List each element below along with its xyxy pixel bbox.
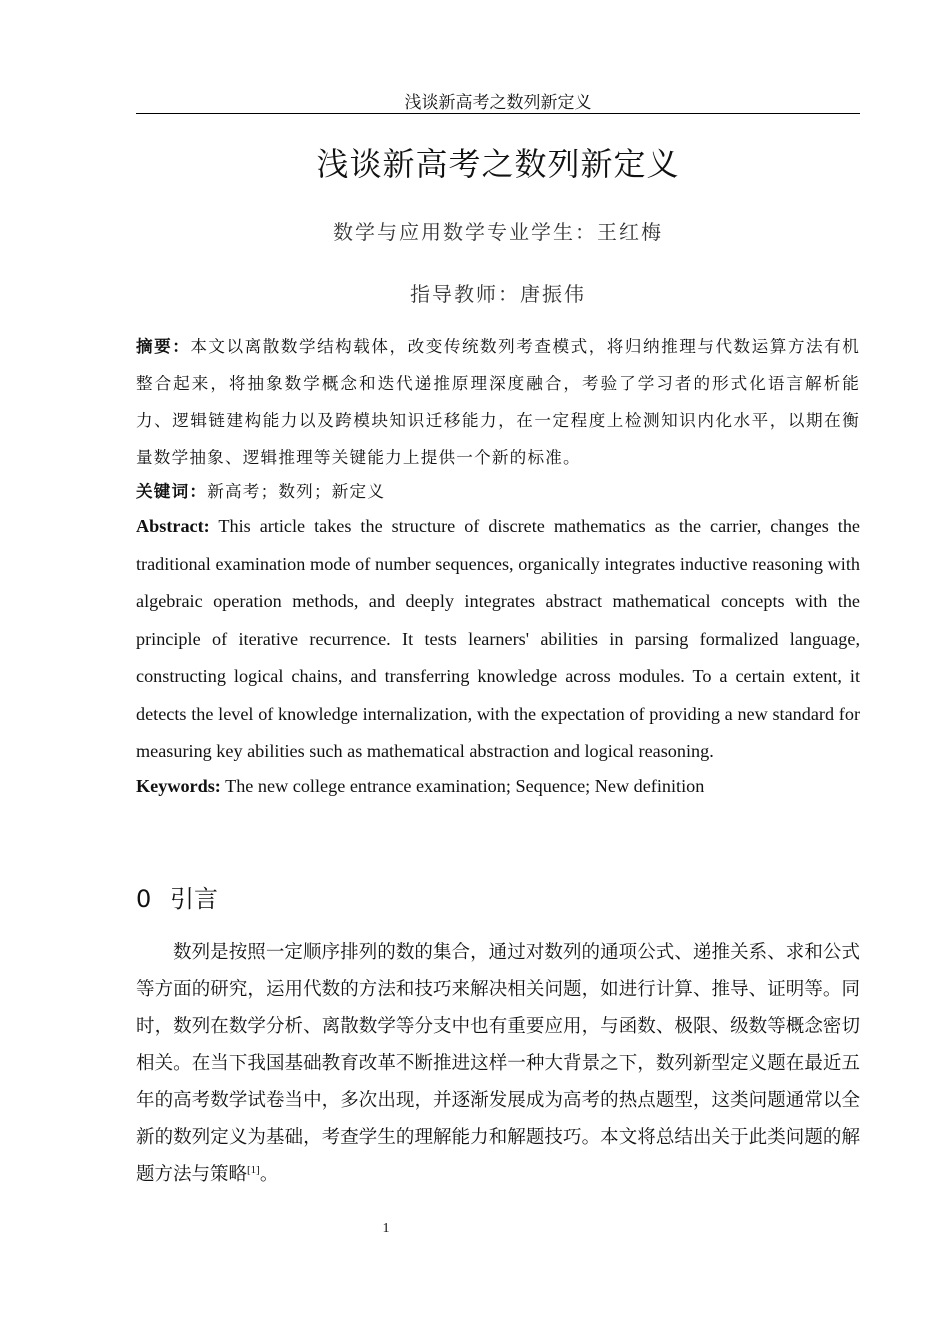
author-line: 数学与应用数学专业学生：王红梅 <box>333 220 663 244</box>
keywords-english <box>136 772 860 800</box>
running-header: 浅谈新高考之数列新定义 <box>404 93 592 112</box>
citation-reference[interactable]: [1] <box>247 1163 260 1176</box>
keywords-english-label: Keywords: <box>136 776 221 796</box>
abstract-english-label: Abstract: <box>136 516 210 536</box>
abstract-english-text: This article takes the structure of discrete mathematics as the carrier, changes the traditional examination mode of number sequences, organically integrates inductive reasoning with algebraic operation methods, and deeply integrates abstract mathematical concepts with the principle of iterative recurrence. It tests learners' abilities in parsing formalized language, constructing logical chains, and transferring knowledge across modules. To a certain extent, it detects the level of knowledge internalization, with the expectation of providing a new standard for measuring key abilities such as mathematical abstraction and logical reasoning. <box>136 516 860 761</box>
header-divider <box>136 113 860 114</box>
keywords-chinese <box>136 478 860 506</box>
page-number: 1 <box>382 1221 390 1236</box>
intro-paragraph-text: 数列是按照一定顺序排列的数的集合，通过对数列的通项公式、递推关系、求和公式等方面的研究，运用代数的方法和技巧来解决相关问题，如进行计算、推导、证明等。同时，数列在数学分析、离散数学等分支中也有重要应用，与函数、极限、级数等概念密切相关。在当下我国基础教育改革不断推进这样一种大背景之下，数列新型定义题在最近五年的高考数学试卷当中，多次出现，并逐渐发展成为高考的热点题型，这类问题通常以全新的数列定义为基础，考查学生的理解能力和解题技巧。本文将总结出关于此类问题的解题方法与策略 <box>136 943 860 1185</box>
section-title: 引言 <box>170 885 218 913</box>
intro-paragraph-ending: 。 <box>259 1165 279 1185</box>
section-number: 0 <box>136 885 152 913</box>
abstract-chinese-text: 本文以离散数学结构载体，改变传统数列考查模式，将归纳推理与代数运算方法有机整合起来，将抽象数学概念和迭代递推原理深度融合，考验了学习者的形式化语言解析能力、逻辑链建构能力以及跨模块知识迁移能力，在一定程度上检测知识内化水平，以期在衡量数学抽象、逻辑推理等关键能力上提供一个新的标准。 <box>136 337 860 467</box>
section-heading-introduction <box>136 882 860 916</box>
abstract-chinese <box>136 328 860 476</box>
keywords-english-text: The new college entrance examination; Sequence; New definition <box>225 776 705 796</box>
abstract-chinese-label: 摘要： <box>136 337 191 356</box>
abstract-english <box>136 508 860 771</box>
paper-title: 浅谈新高考之数列新定义 <box>316 145 680 183</box>
advisor-line: 指导教师：唐振伟 <box>410 282 586 306</box>
intro-paragraph <box>136 935 860 1194</box>
keywords-chinese-text: 新高考；数列；新定义 <box>207 482 386 501</box>
keywords-chinese-label: 关键词： <box>136 482 208 501</box>
